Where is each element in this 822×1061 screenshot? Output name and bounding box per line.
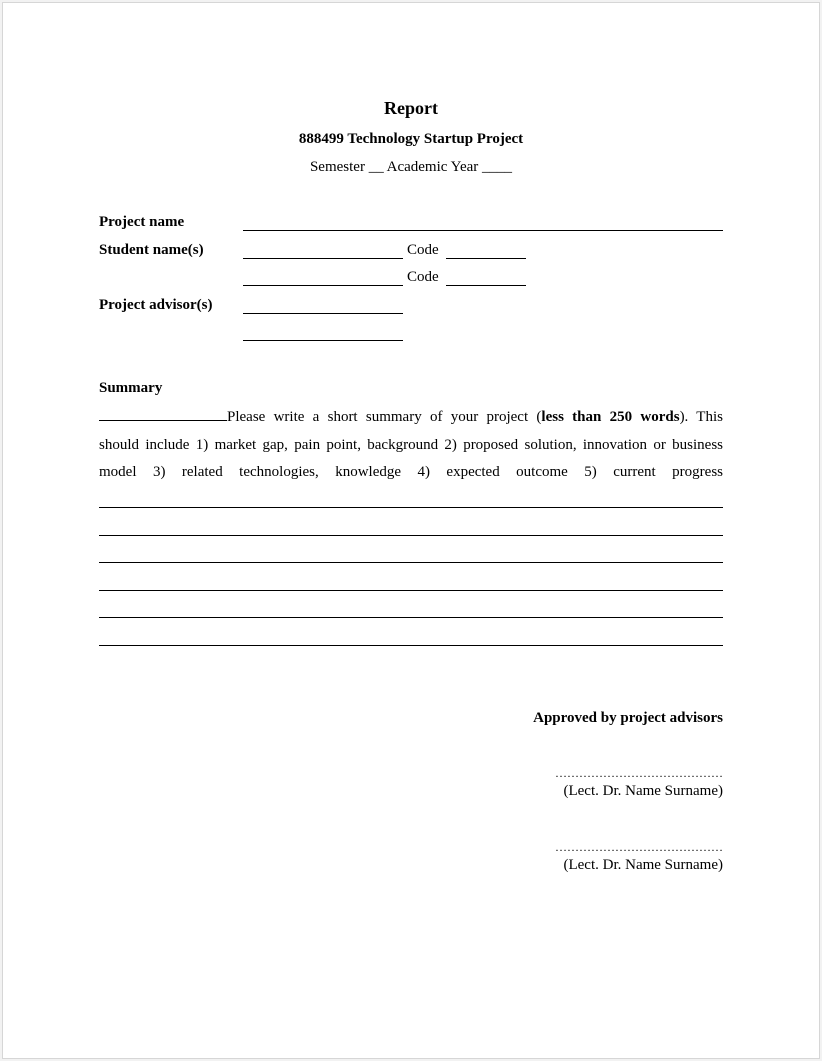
advisor-field-2[interactable] — [243, 340, 403, 341]
semester-line: Semester __ Academic Year ____ — [309, 159, 513, 175]
advisor-name-2: (Lect. Dr. Name Surname) — [563, 857, 723, 873]
word-limit: less than 250 words — [541, 409, 680, 425]
signature-line-1[interactable]: …………………………………… — [555, 766, 723, 780]
student-name-field-1[interactable] — [243, 258, 403, 259]
code-label-2: Code — [407, 269, 439, 285]
summary-writing-line-4[interactable] — [99, 590, 723, 591]
summary-instructions — [99, 404, 723, 487]
advisor-field-1[interactable] — [243, 313, 403, 314]
summary-line-2: should include 1) market gap, pain point, background 2) proposed solution, innovation or business — [99, 436, 723, 453]
student-name-field-2[interactable] — [243, 285, 403, 286]
summary-line-1-end: ). This — [679, 409, 723, 425]
summary-blank[interactable] — [99, 406, 227, 421]
summary-writing-line-3[interactable] — [99, 562, 723, 563]
student-names-label: Student name(s) — [99, 242, 204, 258]
project-advisor-label: Project advisor(s) — [99, 297, 213, 313]
summary-writing-line-6[interactable] — [99, 645, 723, 646]
student-code-field-1[interactable] — [446, 258, 526, 259]
summary-heading: Summary — [99, 380, 163, 396]
project-name-label: Project name — [99, 214, 185, 230]
summary-line-3: model 3) related technologies, knowledge 4) expected outcome 5) current progress — [99, 464, 723, 480]
signature-line-2[interactable]: …………………………………… — [555, 840, 723, 854]
summary-writing-line-1[interactable] — [99, 507, 723, 508]
approval-heading: Approved by project advisors — [533, 710, 723, 726]
student-code-field-2[interactable] — [446, 285, 526, 286]
report-title: Report — [384, 98, 438, 118]
summary-writing-line-5[interactable] — [99, 617, 723, 618]
code-label-1: Code — [407, 242, 439, 258]
course-subtitle: 888499 Technology Startup Project — [298, 131, 524, 147]
summary-line-1 — [99, 404, 723, 432]
project-name-field[interactable] — [243, 230, 723, 231]
advisor-name-1: (Lect. Dr. Name Surname) — [563, 783, 723, 799]
summary-line-1-text: Please write a short summary of your project ( — [227, 409, 542, 425]
summary-writing-line-2[interactable] — [99, 535, 723, 536]
